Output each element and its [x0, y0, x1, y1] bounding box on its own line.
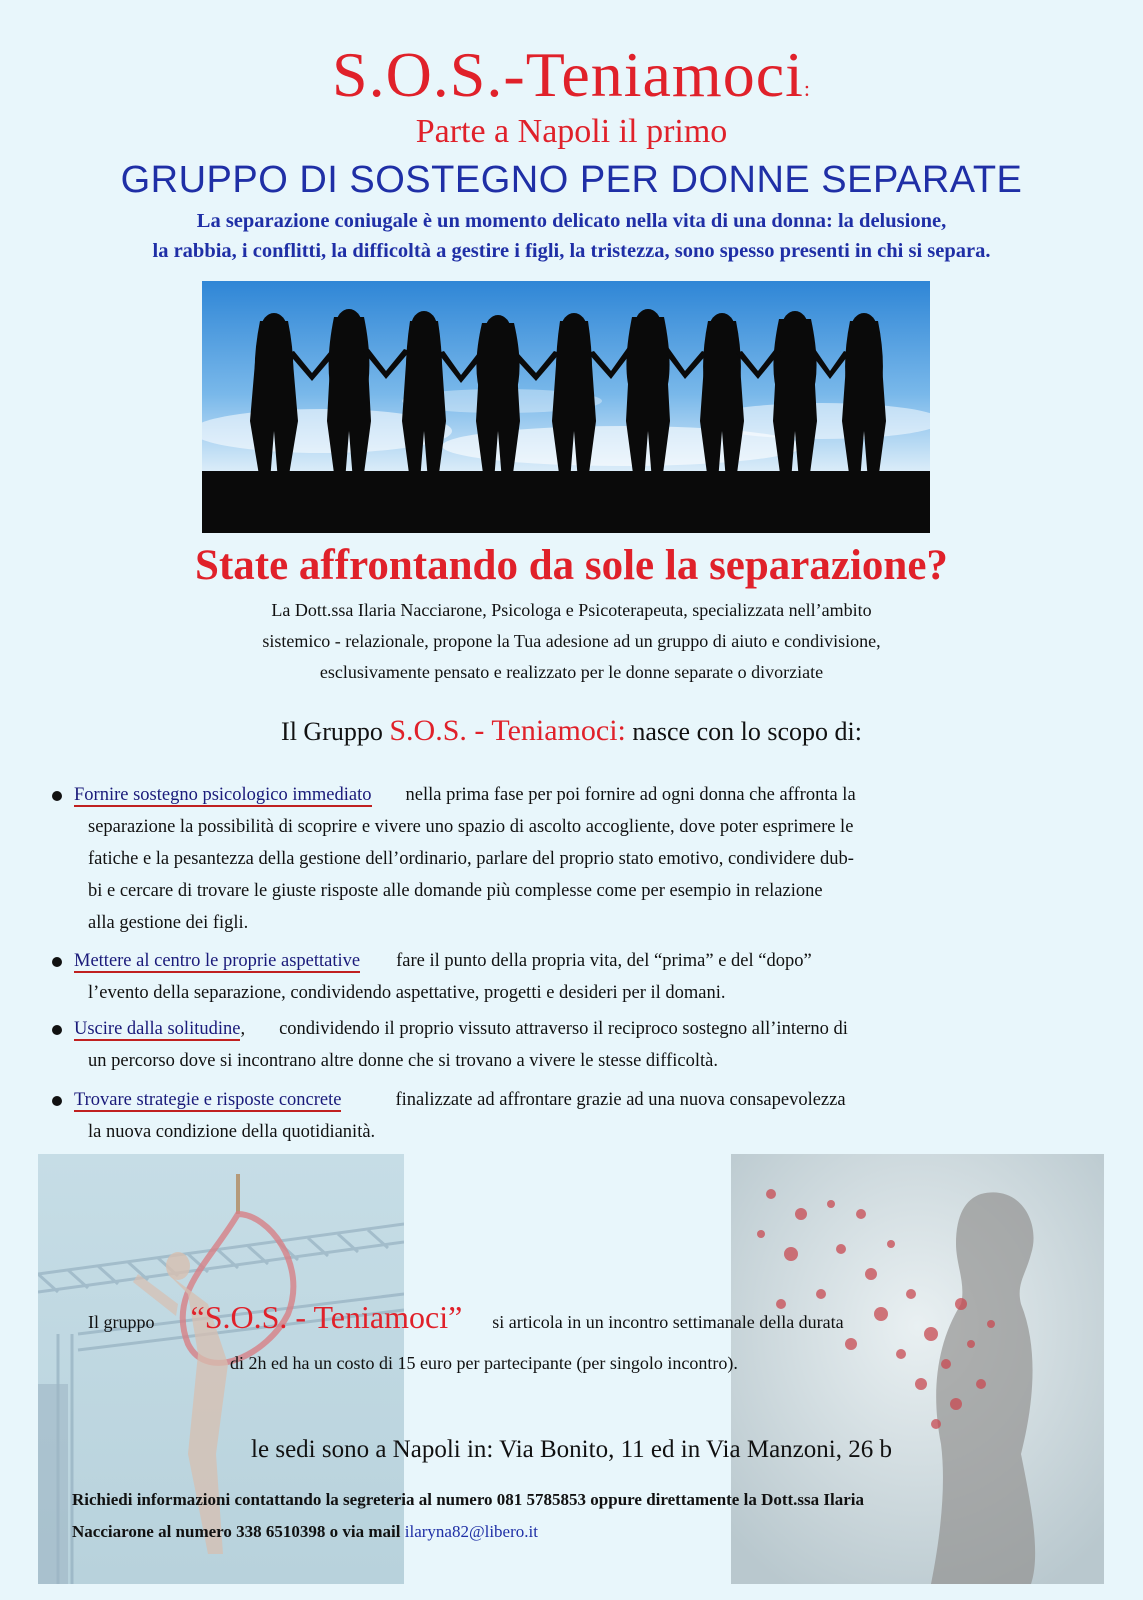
bullet-heading: Fornire sostegno psicologico immediato [74, 785, 372, 805]
bullet-dot [52, 791, 62, 801]
description-line: La Dott.ssa Ilaria Nacciarone, Psicologa e Psicoterapeuta, specializzata nell’ambito [271, 600, 872, 620]
bullet-text: bi e cercare di trovare le giuste risposte alle domande più complesse come per esempio in relazione [88, 881, 823, 901]
flyer-subtitle: Parte a Napoli il primo [415, 113, 728, 150]
main-question: State affrontando da sole la separazione? [195, 542, 948, 589]
bullet-heading: Mettere al centro le proprie aspettative [74, 951, 361, 971]
bullet-first-line: Mettere al centro le proprie aspettative fare il punto della propria vita, del “prima” e del “dopo” [74, 951, 812, 971]
footer-line: di 2h ed ha un costo di 15 euro per partecipante (per singolo incontro). [230, 1353, 738, 1373]
contact-line: Nacciarone al numero 338 6510398 o via mail ilaryna82@libero.it [72, 1522, 538, 1541]
bullet-text: alla gestione dei figli. [88, 913, 249, 933]
flyer-heading: GRUPPO DI SOSTEGNO PER DONNE SEPARATE [120, 159, 1023, 201]
description-line: sistemico - relazionale, propone la Tua adesione ad un gruppo di aiuto e condivisione, [262, 631, 881, 651]
intro-line: La separazione coniugale è un momento delicato nella vita di una donna: la delusione, [196, 210, 947, 232]
intro-line: la rabbia, i conflitti, la difficoltà a gestire i figli, la tristezza, sono spesso presenti in chi si separa. [152, 240, 991, 262]
flyer-title: S.O.S.-Teniamoci: [331, 39, 812, 110]
group-purpose-heading: Il Gruppo S.O.S. - Teniamoci: nasce con lo scopo di: [281, 714, 862, 747]
bullet-first-line: Fornire sostegno psicologico immediato nella prima fase per poi fornire ad ogni donna che affronta la [74, 785, 856, 805]
description-line: esclusivamente pensato e realizzato per le donne separate o divorziate [319, 662, 824, 682]
woman-petals-image [731, 1154, 1104, 1584]
bullet-text: un percorso dove si incontrano altre donne che si trovano a vivere le stesse difficoltà. [88, 1051, 718, 1071]
footer-line: Il gruppo “S.O.S. - Teniamoci” si articola in un incontro settimanale della durata [88, 1299, 844, 1335]
footer-group-name: “S.O.S. - Teniamoci” [190, 1299, 463, 1335]
women-silhouettes-image [202, 281, 930, 533]
bullet-first-line: Uscire dalla solitudine, condividendo il proprio vissuto attraverso il reciproco sostegno all’interno di [74, 1019, 848, 1039]
bullet-text: separazione la possibilità di scoprire e vivere uno spazio di ascolto accogliente, dove poter esprimere le [88, 817, 854, 837]
bullet-heading: Trovare strategie e risposte concrete [74, 1090, 342, 1110]
bullet-heading: Uscire dalla solitudine [74, 1019, 241, 1039]
email-link[interactable]: ilaryna82@libero.it [404, 1522, 538, 1541]
bullet-text: la nuova condizione della quotidianità. [88, 1122, 376, 1142]
bullet-text: fatiche e la pesantezza della gestione dell’ordinario, parlare del proprio stato emotivo, condividere dub- [88, 849, 854, 869]
bullet-dot [52, 1096, 62, 1106]
bullet-dot [52, 1025, 62, 1035]
bullet-first-line: Trovare strategie e risposte concrete finalizzate ad affrontare grazie ad una nuova consapevolezza [74, 1090, 846, 1110]
bullet-text: l’evento della separazione, condividendo aspettative, progetti e desideri per il domani. [88, 983, 726, 1003]
contact-line: Richiedi informazioni contattando la segreteria al numero 081 5785853 oppure direttamente la Dott.ssa Ilaria [72, 1490, 865, 1509]
venue-line: le sedi sono a Napoli in: Via Bonito, 11 ed in Via Manzoni, 26 b [251, 1436, 892, 1463]
bullet-dot [52, 957, 62, 967]
